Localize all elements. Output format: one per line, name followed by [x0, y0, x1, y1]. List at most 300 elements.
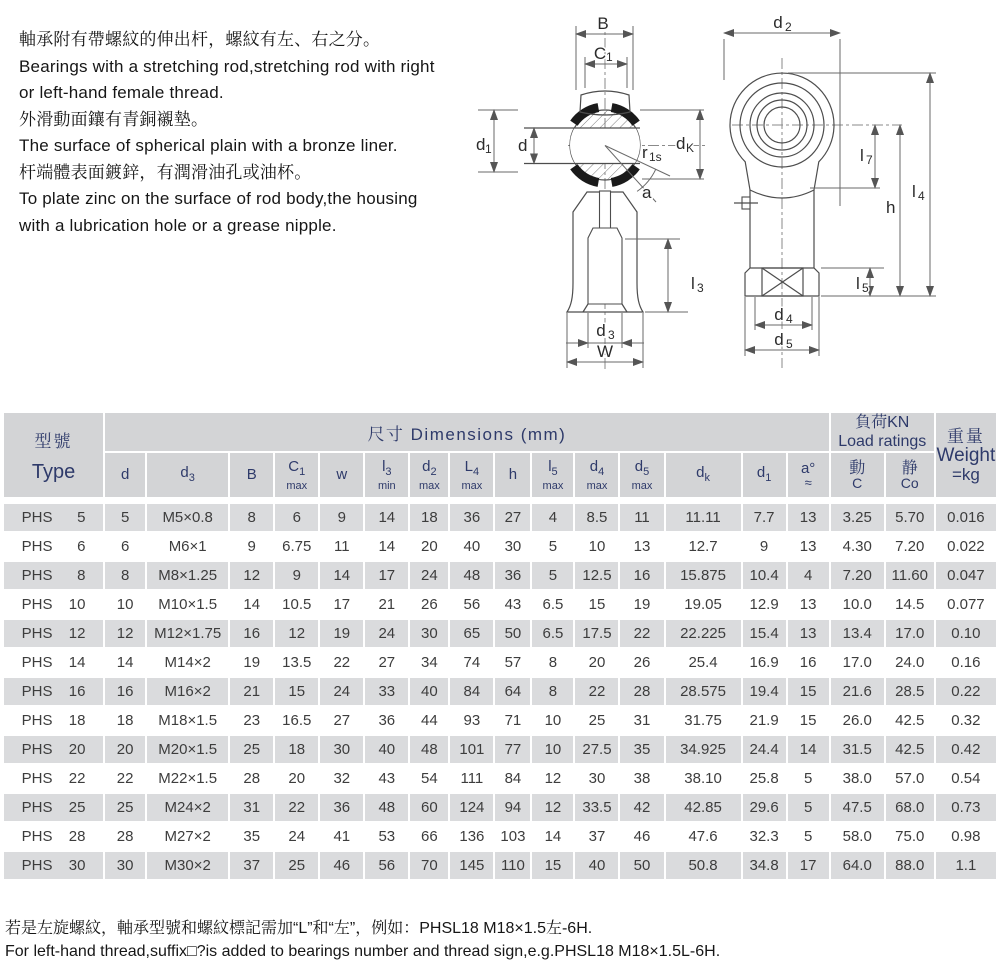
- value-cell: 4.30: [831, 533, 884, 560]
- value-cell: 12.7: [666, 533, 741, 560]
- value-cell: M12×1.75: [147, 620, 228, 647]
- value-cell: 7.20: [886, 533, 934, 560]
- value-cell: 75.0: [886, 823, 934, 850]
- value-cell: 30: [575, 765, 618, 792]
- value-cell: 31.75: [666, 707, 741, 734]
- value-cell: 19: [320, 620, 363, 647]
- value-cell: 26: [410, 591, 448, 618]
- value-cell: 6: [105, 533, 145, 560]
- value-cell: 34.8: [743, 852, 786, 879]
- value-cell: 46: [320, 852, 363, 879]
- value-cell: 13: [620, 533, 663, 560]
- value-cell: 13: [788, 533, 829, 560]
- weight-header-zh: 重量: [946, 426, 985, 446]
- column-header-10: $d_4$ max: [575, 453, 618, 497]
- value-cell: 25: [230, 736, 273, 763]
- value-cell: 71: [495, 707, 530, 734]
- column-header-12: $d_k$: [666, 453, 741, 497]
- value-cell: 32.3: [743, 823, 786, 850]
- intro-line: The surface of spherical plain with a bronze liner.: [19, 136, 398, 155]
- value-cell: 0.42: [936, 736, 996, 763]
- table-body: [4, 499, 996, 879]
- value-cell: 24: [275, 823, 318, 850]
- intro-line: with a lubrication hole or a grease nipple.: [19, 215, 337, 235]
- threaded-hole: [588, 228, 622, 304]
- value-cell: 10.4: [743, 562, 786, 589]
- value-cell: 6.5: [532, 591, 573, 618]
- value-cell: 16: [620, 562, 663, 589]
- value-cell: 14: [365, 504, 408, 531]
- value-cell: 15: [532, 852, 573, 879]
- column-header-0: d: [105, 453, 145, 497]
- value-cell: 17: [788, 852, 829, 879]
- value-cell: 19.4: [743, 678, 786, 705]
- model-cell: PHS 18: [4, 707, 103, 734]
- label-d: d: [518, 136, 528, 155]
- value-cell: 48: [450, 562, 493, 589]
- value-cell: 50: [620, 852, 663, 879]
- label-d3-sub: 3: [608, 328, 615, 342]
- value-cell: M18×1.5: [147, 707, 228, 734]
- column-header-7: $L_4$ max: [450, 453, 493, 497]
- value-cell: M5×0.8: [147, 504, 228, 531]
- label-d5-sub: 5: [786, 337, 793, 351]
- value-cell: 36: [320, 794, 363, 821]
- value-cell: 124: [450, 794, 493, 821]
- value-cell: 37: [575, 823, 618, 850]
- value-cell: 5: [788, 794, 829, 821]
- value-cell: 145: [450, 852, 493, 879]
- value-cell: 40: [365, 736, 408, 763]
- value-cell: 15: [275, 678, 318, 705]
- label-l5: l: [856, 274, 860, 293]
- value-cell: 28.575: [666, 678, 741, 705]
- value-cell: 60: [410, 794, 448, 821]
- footer-note-zh: 若是左旋螺紋，軸承型號和螺紋標記需加“L”和“左”，例如：PHSL18 M18×1.5左-6H.: [5, 920, 593, 937]
- value-cell: 12: [275, 620, 318, 647]
- value-cell: 88.0: [886, 852, 934, 879]
- value-cell: 42.5: [886, 707, 934, 734]
- value-cell: 0.22: [936, 678, 996, 705]
- type-column-header: [4, 413, 103, 497]
- intro-line: Bearings with a stretching rod,stretching rod with right: [19, 56, 435, 76]
- model-cell: PHS 8: [4, 562, 103, 589]
- value-cell: 25: [275, 852, 318, 879]
- value-cell: 32: [320, 765, 363, 792]
- model-cell: PHS 12: [4, 620, 103, 647]
- label-W: W: [596, 342, 614, 361]
- value-cell: 12: [105, 620, 145, 647]
- weight-header-unit: =kg: [951, 464, 980, 484]
- model-cell: PHS 30: [4, 852, 103, 879]
- value-cell: 0.54: [936, 765, 996, 792]
- intro-line: 軸承附有帶螺紋的伸出杆，螺紋有左、右之分。: [19, 30, 381, 49]
- value-cell: 17.0: [831, 649, 884, 676]
- value-cell: 30: [320, 736, 363, 763]
- subheader-row: [4, 453, 996, 497]
- table-row: [4, 736, 996, 763]
- value-cell: 4: [532, 504, 573, 531]
- value-cell: M14×2: [147, 649, 228, 676]
- value-cell: 12.9: [743, 591, 786, 618]
- value-cell: M27×2: [147, 823, 228, 850]
- value-cell: 19: [620, 591, 663, 618]
- value-cell: 70: [410, 852, 448, 879]
- value-cell: 16: [230, 620, 273, 647]
- column-header-5: $l_3$ min: [365, 453, 408, 497]
- value-cell: 136: [450, 823, 493, 850]
- value-cell: 58.0: [831, 823, 884, 850]
- value-cell: 103: [495, 823, 530, 850]
- value-cell: M20×1.5: [147, 736, 228, 763]
- value-cell: 25: [105, 794, 145, 821]
- column-header-9: $l_5$ max: [532, 453, 573, 497]
- value-cell: 3.25: [831, 504, 884, 531]
- value-cell: 21.6: [831, 678, 884, 705]
- value-cell: 0.98: [936, 823, 996, 850]
- value-cell: 50: [495, 620, 530, 647]
- value-cell: 8: [105, 562, 145, 589]
- label-a: a: [642, 183, 652, 202]
- value-cell: 1.1: [936, 852, 996, 879]
- value-cell: 43: [495, 591, 530, 618]
- value-cell: 44: [410, 707, 448, 734]
- value-cell: 40: [450, 533, 493, 560]
- table-row: [4, 765, 996, 792]
- value-cell: 11: [620, 504, 663, 531]
- value-cell: 13: [788, 620, 829, 647]
- label-l4-sub: 4: [918, 189, 925, 203]
- value-cell: 0.73: [936, 794, 996, 821]
- value-cell: 14: [320, 562, 363, 589]
- value-cell: 0.022: [936, 533, 996, 560]
- model-cell: PHS 16: [4, 678, 103, 705]
- value-cell: 24: [320, 678, 363, 705]
- value-cell: 7.20: [831, 562, 884, 589]
- value-cell: 10: [105, 591, 145, 618]
- type-header-zh: 型號: [34, 431, 73, 451]
- value-cell: M24×2: [147, 794, 228, 821]
- value-cell: 5: [105, 504, 145, 531]
- value-cell: 17: [320, 591, 363, 618]
- value-cell: 22: [620, 620, 663, 647]
- value-cell: 94: [495, 794, 530, 821]
- value-cell: 10: [575, 533, 618, 560]
- value-cell: 9: [230, 533, 273, 560]
- intro-line: To plate zinc on the surface of rod body,the housing: [19, 189, 418, 208]
- value-cell: 64: [495, 678, 530, 705]
- value-cell: 24: [410, 562, 448, 589]
- value-cell: 24.0: [886, 649, 934, 676]
- intro-line: 外滑動面鑲有青銅襯墊。: [19, 109, 209, 129]
- value-cell: 36: [365, 707, 408, 734]
- table-row: [4, 620, 996, 647]
- value-cell: 9: [320, 504, 363, 531]
- value-cell: 15.875: [666, 562, 741, 589]
- value-cell: 30: [105, 852, 145, 879]
- table-row: [4, 794, 996, 821]
- model-cell: PHS 22: [4, 765, 103, 792]
- value-cell: 26.0: [831, 707, 884, 734]
- value-cell: 37: [230, 852, 273, 879]
- model-cell: PHS 10: [4, 591, 103, 618]
- dimensions-table: [2, 411, 998, 881]
- value-cell: 22: [275, 794, 318, 821]
- value-cell: 101: [450, 736, 493, 763]
- value-cell: 6: [275, 504, 318, 531]
- value-cell: 56: [365, 852, 408, 879]
- value-cell: 31: [230, 794, 273, 821]
- value-cell: 13.4: [831, 620, 884, 647]
- value-cell: 27: [320, 707, 363, 734]
- column-header-16: 静 Co: [886, 453, 934, 497]
- value-cell: 43: [365, 765, 408, 792]
- label-l7: l: [860, 146, 864, 165]
- label-l5-sub: 5: [862, 281, 869, 295]
- value-cell: 5: [788, 765, 829, 792]
- value-cell: 0.016: [936, 504, 996, 531]
- value-cell: 14: [365, 533, 408, 560]
- value-cell: 68.0: [886, 794, 934, 821]
- value-cell: 16: [105, 678, 145, 705]
- value-cell: M16×2: [147, 678, 228, 705]
- table-row: [4, 591, 996, 618]
- value-cell: 28: [105, 823, 145, 850]
- value-cell: 66: [410, 823, 448, 850]
- column-header-14: a° ≈: [788, 453, 829, 497]
- value-cell: 28: [230, 765, 273, 792]
- pilot-hole: [600, 191, 611, 229]
- table-header: [4, 413, 996, 497]
- intro-line: or left-hand female thread.: [19, 83, 224, 102]
- column-header-3: $C_1$ max: [275, 453, 318, 497]
- column-header-15: 動 C: [831, 453, 884, 497]
- table-row: [4, 707, 996, 734]
- value-cell: 34: [410, 649, 448, 676]
- value-cell: 77: [495, 736, 530, 763]
- value-cell: 35: [620, 736, 663, 763]
- label-d3: d: [596, 321, 606, 340]
- table-row: [4, 562, 996, 589]
- intro-text: [19, 27, 494, 239]
- value-cell: 27: [365, 649, 408, 676]
- value-cell: 4: [788, 562, 829, 589]
- value-cell: 84: [450, 678, 493, 705]
- table-row: [4, 823, 996, 850]
- footer-note-en: For left-hand thread,suffix□?is added to bearings number and thread sign,e.g.PHSL18 M18×1.5L-6H.: [5, 943, 721, 960]
- column-header-4: w: [320, 453, 363, 497]
- value-cell: M22×1.5: [147, 765, 228, 792]
- load-header-zh: 負荷KN: [855, 414, 910, 431]
- thread-chamfer-left: [583, 304, 588, 312]
- value-cell: 12: [532, 794, 573, 821]
- column-header-6: $d_2$ max: [410, 453, 448, 497]
- value-cell: 18: [105, 707, 145, 734]
- value-cell: 53: [365, 823, 408, 850]
- column-header-8: h: [495, 453, 530, 497]
- value-cell: 42.85: [666, 794, 741, 821]
- value-cell: 31: [620, 707, 663, 734]
- value-cell: 20: [575, 649, 618, 676]
- value-cell: 10: [532, 707, 573, 734]
- value-cell: 17: [365, 562, 408, 589]
- value-cell: 6.75: [275, 533, 318, 560]
- value-cell: 16: [788, 649, 829, 676]
- value-cell: 8: [532, 649, 573, 676]
- value-cell: 14: [788, 736, 829, 763]
- type-header-en: Type: [31, 460, 76, 483]
- label-h: h: [886, 198, 896, 217]
- value-cell: 17.0: [886, 620, 934, 647]
- value-cell: 30: [410, 620, 448, 647]
- value-cell: 42: [620, 794, 663, 821]
- value-cell: 34.925: [666, 736, 741, 763]
- table-row: [4, 504, 996, 531]
- value-cell: M10×1.5: [147, 591, 228, 618]
- value-cell: 16.9: [743, 649, 786, 676]
- value-cell: 12: [230, 562, 273, 589]
- value-cell: 0.10: [936, 620, 996, 647]
- label-r1s-sub: 1s: [649, 150, 662, 164]
- value-cell: 57.0: [886, 765, 934, 792]
- value-cell: 38: [620, 765, 663, 792]
- weight-header-en: Weight: [936, 444, 996, 466]
- value-cell: 8: [230, 504, 273, 531]
- value-cell: 11: [320, 533, 363, 560]
- value-cell: 11.60: [886, 562, 934, 589]
- value-cell: 0.047: [936, 562, 996, 589]
- value-cell: 110: [495, 852, 530, 879]
- footer-notes: [5, 917, 995, 963]
- value-cell: 28: [620, 678, 663, 705]
- dimensions-header: 尺寸 Dimensions (mm): [105, 413, 829, 451]
- section-view-drawing: [470, 0, 740, 400]
- value-cell: 36: [450, 504, 493, 531]
- value-cell: 33: [365, 678, 408, 705]
- value-cell: M8×1.25: [147, 562, 228, 589]
- value-cell: 5: [532, 533, 573, 560]
- value-cell: 13: [788, 591, 829, 618]
- value-cell: 20: [105, 736, 145, 763]
- value-cell: 9: [275, 562, 318, 589]
- weight-column-header: [936, 413, 996, 497]
- value-cell: 18: [410, 504, 448, 531]
- value-cell: 48: [410, 736, 448, 763]
- value-cell: 31.5: [831, 736, 884, 763]
- value-cell: 22: [105, 765, 145, 792]
- value-cell: 20: [275, 765, 318, 792]
- intro-line: 杆端體表面鍍鋅，有潤滑油孔或油杯。: [19, 162, 312, 182]
- value-cell: 48: [365, 794, 408, 821]
- value-cell: 38.0: [831, 765, 884, 792]
- table-row: [4, 678, 996, 705]
- value-cell: 12.5: [575, 562, 618, 589]
- label-d2-sub: 2: [785, 20, 792, 34]
- label-d2: d: [773, 13, 783, 32]
- value-cell: 17.5: [575, 620, 618, 647]
- value-cell: 15: [788, 707, 829, 734]
- label-d1-sub: 1: [485, 142, 492, 156]
- label-d1: d: [476, 135, 486, 154]
- value-cell: 13: [788, 504, 829, 531]
- value-cell: 21: [365, 591, 408, 618]
- value-cell: 0.077: [936, 591, 996, 618]
- value-cell: 14: [532, 823, 573, 850]
- value-cell: 65: [450, 620, 493, 647]
- model-cell: PHS 25: [4, 794, 103, 821]
- label-d4: d: [774, 305, 784, 324]
- value-cell: 24.4: [743, 736, 786, 763]
- value-cell: 25.4: [666, 649, 741, 676]
- label-dK-sub: K: [686, 141, 695, 155]
- value-cell: 54: [410, 765, 448, 792]
- value-cell: 21.9: [743, 707, 786, 734]
- value-cell: 22.225: [666, 620, 741, 647]
- value-cell: 8.5: [575, 504, 618, 531]
- value-cell: 40: [410, 678, 448, 705]
- value-cell: 0.32: [936, 707, 996, 734]
- value-cell: 29.6: [743, 794, 786, 821]
- load-ratings-header: [831, 413, 934, 451]
- value-cell: 47.6: [666, 823, 741, 850]
- model-cell: PHS 20: [4, 736, 103, 763]
- model-cell: PHS 14: [4, 649, 103, 676]
- value-cell: 14: [105, 649, 145, 676]
- value-cell: 25.8: [743, 765, 786, 792]
- value-cell: 46: [620, 823, 663, 850]
- front-view-drawing: [718, 0, 1000, 400]
- value-cell: 14.5: [886, 591, 934, 618]
- model-cell: PHS 28: [4, 823, 103, 850]
- thread-chamfer-right: [622, 304, 627, 312]
- value-cell: 15: [575, 591, 618, 618]
- label-C1: C: [593, 44, 607, 63]
- value-cell: 35: [230, 823, 273, 850]
- value-cell: 28.5: [886, 678, 934, 705]
- value-cell: 7.7: [743, 504, 786, 531]
- value-cell: 5: [788, 823, 829, 850]
- value-cell: M30×2: [147, 852, 228, 879]
- value-cell: 27.5: [575, 736, 618, 763]
- value-cell: 9: [743, 533, 786, 560]
- value-cell: 36: [495, 562, 530, 589]
- value-cell: 42.5: [886, 736, 934, 763]
- value-cell: 8: [532, 678, 573, 705]
- value-cell: 18: [275, 736, 318, 763]
- column-header-1: $d_3$: [147, 453, 228, 497]
- label-l7-sub: 7: [866, 153, 873, 167]
- value-cell: 19.05: [666, 591, 741, 618]
- value-cell: 41: [320, 823, 363, 850]
- column-header-13: $d_1$: [743, 453, 786, 497]
- label-B: B: [597, 14, 609, 33]
- table-row: [4, 852, 996, 879]
- value-cell: 25: [575, 707, 618, 734]
- value-cell: 40: [575, 852, 618, 879]
- value-cell: 64.0: [831, 852, 884, 879]
- value-cell: 10.0: [831, 591, 884, 618]
- model-cell: PHS 5: [4, 504, 103, 531]
- value-cell: 23: [230, 707, 273, 734]
- label-l3-sub: 3: [697, 281, 704, 295]
- model-cell: PHS 6: [4, 533, 103, 560]
- label-d5: d: [774, 330, 784, 349]
- value-cell: 10: [532, 736, 573, 763]
- value-cell: 15.4: [743, 620, 786, 647]
- label-C1-sub: 1: [606, 50, 613, 64]
- value-cell: 5.70: [886, 504, 934, 531]
- value-cell: 22: [320, 649, 363, 676]
